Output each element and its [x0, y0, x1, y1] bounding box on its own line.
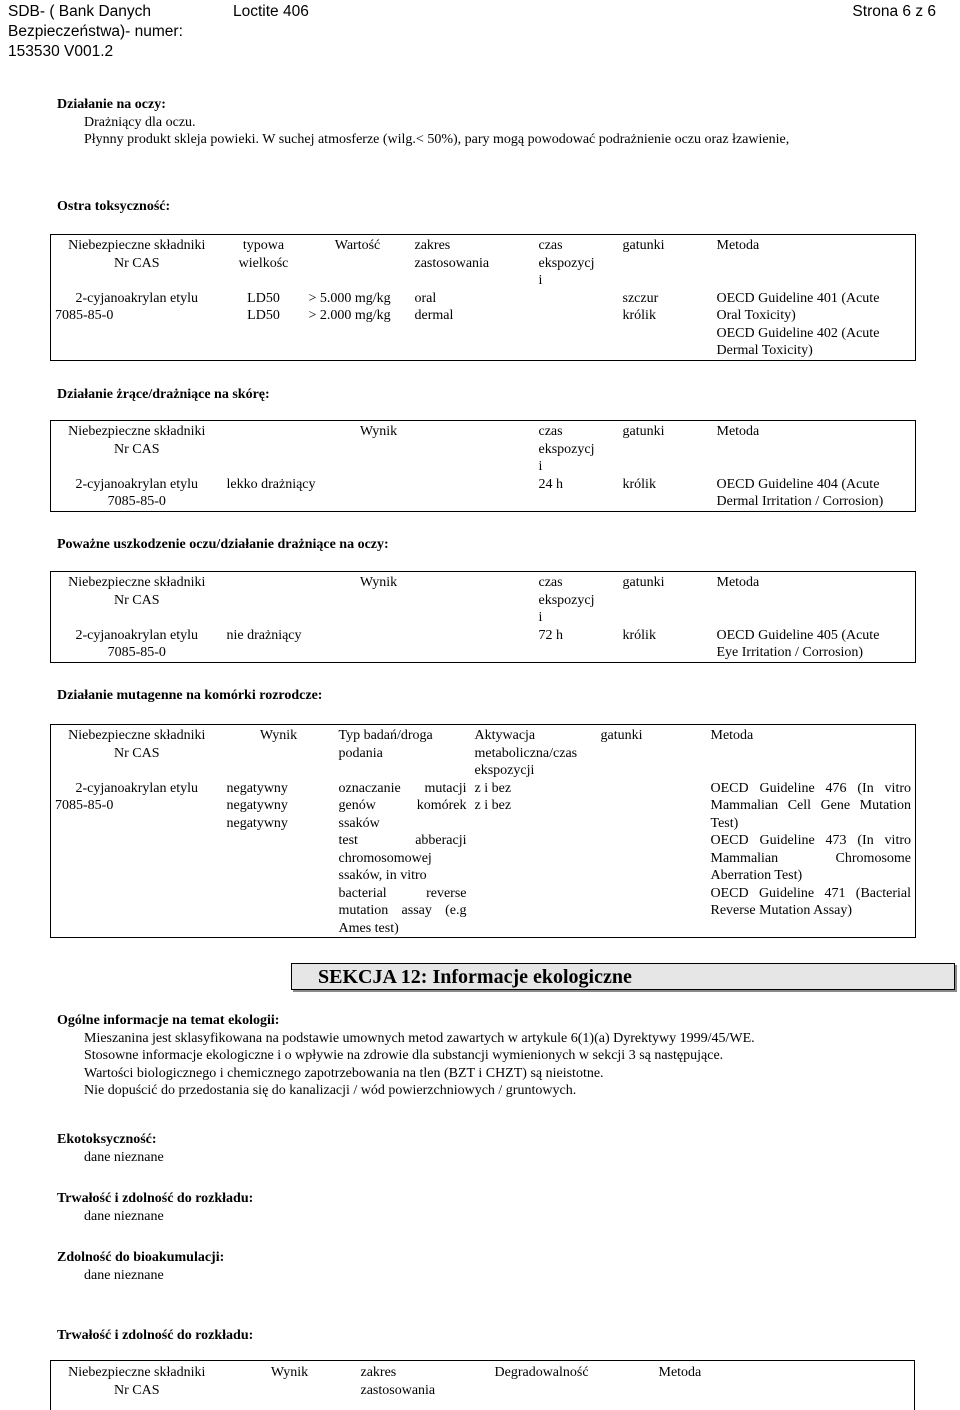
col-header-result: Wynik: [223, 421, 535, 476]
col-header-substance: Niebezpieczne składniki Nr CAS: [51, 572, 223, 627]
col-header-method: Metoda: [655, 1361, 915, 1410]
header-doc-type-cont: Bezpieczeństwa)- numer:: [8, 23, 183, 40]
cell-species: [597, 780, 707, 938]
eye-damage-heading: Poważne uszkodzenie oczu/działanie drażniące na oczy:: [57, 536, 389, 554]
persistence-heading: Trwałość i zdolność do rozkładu:: [57, 1190, 253, 1208]
col-header-exposure-time: czas ekspozycj i: [535, 572, 619, 627]
cell-result: lekko drażniący: [223, 476, 535, 512]
skin-irritation-heading: Działanie żrące/drażniące na skórę:: [57, 386, 270, 404]
ecology-line-3: Wartości biologicznego i chemicznego zapotrzebowania na tlen (BZT i CHZT) są nieistotne.: [57, 1065, 957, 1083]
col-header-species: gatunki: [619, 421, 713, 476]
table-row: [51, 476, 916, 512]
ecology-line-4: Nie dopuścić do przedostania się do kanalizacji / wód powierzchniowych / gruntowych.: [57, 1082, 957, 1100]
ecotoxicity-value: dane nieznane: [57, 1149, 164, 1167]
header-doc-type: SDB- ( Bank Danych: [8, 3, 151, 20]
col-header-method: Metoda: [713, 421, 916, 476]
eye-effects-heading: Działanie na oczy:: [57, 96, 957, 114]
cell-substance: 2-cyjanoakrylan etylu 7085-85-0: [51, 627, 223, 663]
cell-typical-size: LD50 LD50: [223, 290, 305, 361]
bioaccumulation-heading: Zdolność do bioakumulacji:: [57, 1249, 224, 1267]
header-page-number: Strona 6 z 6: [852, 2, 936, 22]
col-header-substance: Niebezpieczne składniki Nr CAS: [51, 421, 223, 476]
cell-value: > 5.000 mg/kg > 2.000 mg/kg: [305, 290, 411, 361]
col-header-method: Metoda: [713, 235, 916, 290]
col-header-species: gatunki: [597, 725, 707, 780]
section-12-banner: [291, 963, 955, 990]
cell-scope: oral dermal: [411, 290, 535, 361]
col-header-exposure-time: czas ekspozycj i: [535, 421, 619, 476]
col-header-scope: zakres zastosowania: [411, 235, 535, 290]
table-header-row: [51, 572, 916, 627]
cell-species: królik: [619, 476, 713, 512]
mutagenicity-table: [50, 724, 916, 938]
cell-method: OECD Guideline 476 (In vitro Mammalian Cell Gene Mutation Test) OECD Guideline 473 (In vitro Mammalian Chromosome Aberration Test) OECD Guideline 471 (Bacterial Reverse Mutation Assay): [707, 780, 916, 938]
persistence-table: [50, 1360, 915, 1410]
ecology-general-heading: Ogólne informacje na temat ekologii:: [57, 1012, 957, 1030]
ecotoxicity-heading: Ekotoksyczność:: [57, 1131, 164, 1149]
col-header-species: gatunki: [619, 572, 713, 627]
cell-activation: z i bez z i bez: [471, 780, 597, 938]
table-header-row: [51, 725, 916, 780]
header-product-title: Loctite 406: [233, 2, 309, 22]
eye-damage-table: [50, 571, 916, 663]
cell-result: negatywny negatywny negatywny: [223, 780, 335, 938]
ecology-line-1: Mieszanina jest sklasyfikowana na podstawie umownych metod zawartych w artykule 6(1)(a) Dyrektywy 1999/45/WE.: [57, 1030, 957, 1048]
cell-method: OECD Guideline 405 (Acute Eye Irritation / Corrosion): [713, 627, 916, 663]
skin-irritation-table: [50, 420, 916, 512]
ecology-general-section: [57, 1012, 957, 1100]
ecology-line-2: Stosowne informacje ekologiczne i o wpływie na zdrowie dla substancji wymienionych w sekcji 3 są następujące.: [57, 1047, 957, 1065]
eye-effects-section: [57, 96, 957, 149]
col-header-degradability: Degradowalność: [491, 1361, 655, 1410]
eye-effects-line-1: Drażniący dla oczu.: [57, 114, 957, 132]
table-header-row: [51, 421, 916, 476]
cell-exposure-time: [535, 290, 619, 361]
col-header-method: Metoda: [713, 572, 916, 627]
col-header-substance: Niebezpieczne składniki Nr CAS: [51, 1361, 223, 1410]
persistence-value: dane nieznane: [57, 1208, 253, 1226]
cell-exposure-time: 72 h: [535, 627, 619, 663]
col-header-result: Wynik: [223, 572, 535, 627]
cell-test-type: oznaczanie mutacji genów komórek ssaków test abberacji chromosomowej ssaków, in vitro bacterial reverse mutation assay (e.g Ames test): [335, 780, 471, 938]
col-header-species: gatunki: [619, 235, 713, 290]
table-row: [51, 627, 916, 663]
cell-method: OECD Guideline 401 (Acute Oral Toxicity) OECD Guideline 402 (Acute Dermal Toxicity): [713, 290, 916, 361]
table-header-row: [51, 1361, 915, 1410]
persistence-2-heading: Trwałość i zdolność do rozkładu:: [57, 1327, 253, 1345]
col-header-result: Wynik: [223, 725, 335, 780]
col-header-scope: zakres zastosowania: [357, 1361, 491, 1410]
col-header-typical-size: typowa wielkośc: [223, 235, 305, 290]
bioaccumulation-value: dane nieznane: [57, 1267, 224, 1285]
mutagenicity-heading: Działanie mutagenne na komórki rozrodcze:: [57, 687, 322, 705]
ecotoxicity-section: [57, 1131, 164, 1166]
col-header-activation: Aktywacja metaboliczna/czas ekspozycji: [471, 725, 597, 780]
cell-result: nie drażniący: [223, 627, 535, 663]
acute-toxicity-heading: Ostra toksyczność:: [57, 198, 170, 216]
col-header-exposure-time: czas ekspozycj i: [535, 235, 619, 290]
cell-method: OECD Guideline 404 (Acute Dermal Irritation / Corrosion): [713, 476, 916, 512]
col-header-substance: Niebezpieczne składniki Nr CAS: [51, 725, 223, 780]
col-header-method: Metoda: [707, 725, 916, 780]
cell-exposure-time: 24 h: [535, 476, 619, 512]
cell-substance: 2-cyjanoakrylan etylu 7085-85-0: [51, 290, 223, 361]
table-row: [51, 290, 916, 361]
cell-substance: 2-cyjanoakrylan etylu 7085-85-0: [51, 476, 223, 512]
cell-species: królik: [619, 627, 713, 663]
col-header-test-type: Typ badań/droga podania: [335, 725, 471, 780]
eye-effects-line-2: Płynny produkt skleja powieki. W suchej atmosferze (wilg.< 50%), pary mogą powodować podrażnienie oczu oraz łzawienie,: [57, 131, 957, 149]
section-12-title: SEKCJA 12: Informacje ekologiczne: [318, 966, 632, 988]
col-header-value: Wartość: [305, 235, 411, 290]
page-header: [8, 2, 948, 62]
table-row: [51, 780, 916, 938]
table-header-row: [51, 235, 916, 290]
header-doc-number: 153530 V001.2: [8, 43, 113, 60]
acute-toxicity-table: [50, 234, 916, 361]
col-header-substance: Niebezpieczne składniki Nr CAS: [51, 235, 223, 290]
cell-substance: 2-cyjanoakrylan etylu 7085-85-0: [51, 780, 223, 938]
cell-species: szczur królik: [619, 290, 713, 361]
persistence-section: [57, 1190, 253, 1225]
col-header-result: Wynik: [223, 1361, 357, 1410]
bioaccumulation-section: [57, 1249, 224, 1284]
